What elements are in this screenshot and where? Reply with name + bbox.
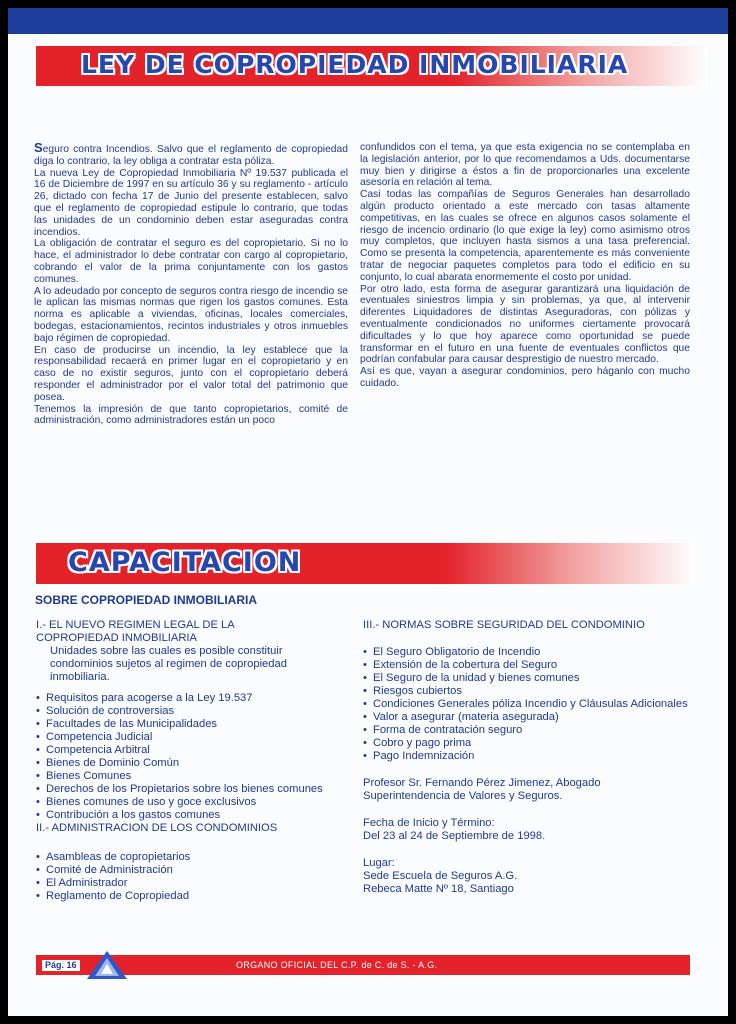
list-item: • Bienes de Dominio Común xyxy=(36,757,346,770)
article-paragraph: En caso de producirse un incendio, la ley establece que la responsabilidad recaerá en primer lugar en el copropietario y en caso de no existir seguros, junto con el copropietario deberá responder el administrador por el valor total del patrimonio que posea. xyxy=(34,344,348,403)
capacitacion-banner xyxy=(36,543,696,584)
professor-affiliation: Superintendencia de Valores y Seguros. xyxy=(363,790,563,802)
list-item: • Bienes comunes de uso y goce exclusivos xyxy=(36,796,346,809)
article-paragraph: A lo adeudado por concepto de seguros contra riesgo de incendio se le aplican las mismas normas que rigen los gastos comunes. Esta norma es aplicable a viviendas, oficinas, locales comerciales, bodegas, estacionamientos, recintos industriales y otros inmuebles bajo régimen de copropiedad. xyxy=(34,285,348,344)
list-item: • Facultades de las Municipalidades xyxy=(36,718,346,731)
list-item: • Requisitos para acogerse a la Ley 19.537 xyxy=(36,692,346,705)
footer-text: ORGANO OFICIAL DEL C.P. de C. de S. - A.G. xyxy=(236,960,438,970)
article-paragraph: Tenemos la impresión de que tanto copropietarios, comité de administración, como administradores están un poco xyxy=(34,403,348,427)
place-label: Lugar: xyxy=(363,857,395,869)
list-item: • El Seguro de la unidad y bienes comunes xyxy=(363,672,698,685)
footer-bar xyxy=(36,955,690,975)
drop-letter: S xyxy=(34,140,43,155)
header-banner xyxy=(36,46,708,86)
list-item: • Competencia Judicial xyxy=(36,731,346,744)
list-item: • Asambleas de copropietarios xyxy=(36,851,346,864)
list-item: • Pago Indemnización xyxy=(363,750,698,763)
place-address: Rebeca Matte Nº 18, Santiago xyxy=(363,883,514,895)
list-item: • Derechos de los Propietarios sobre los bienes comunes xyxy=(36,783,346,796)
section1-list xyxy=(36,692,346,822)
article-paragraph: Así es que, vayan a asegurar condominios, pero háganlo con mucho cuidado. xyxy=(360,366,690,389)
dates-value: Del 23 al 24 de Septiembre de 1998. xyxy=(363,830,546,842)
list-item: • Solución de controversias xyxy=(36,705,346,718)
article-paragraph: Seguro contra Incendios. Salvo que el reglamento de copropiedad diga lo contrario, la ley obliga a contratar esta póliza. xyxy=(34,140,348,167)
list-item: • El Administrador xyxy=(36,877,346,890)
article-paragraph: Por otro lado, esta forma de asegurar garantizará una liquidación de eventuales siniestros limpia y sin problemas, ya que, al intervenir diferentes Liquidadores de distintas Aseguradoras, con pólizas y eventualmente condicionados no uniformes ciertamente provocará dificultades y lo que hoy aparece como oportunidad se puede transformar en el futuro en una fuente de eventuales conflictos que podrían confabular para causar desprestigio de nuestro mercado. xyxy=(360,283,690,366)
article-column-left xyxy=(34,142,348,427)
article-paragraph: La nueva Ley de Copropiedad Inmobiliaria Nº 19.537 publicada el 16 de Diciembre de 1997 en su artículo 36 y su reglamento - artículo 26, dictado con fecha 17 de Junio del presente establecen, salvo que el reglamento de copropiedad estipule lo contrario, que todas las unidades de un condominio deben estar aseguradas contra incendios. xyxy=(34,167,348,238)
list-item: • Cobro y pago prima xyxy=(363,737,698,750)
list-item: • Riesgos cubiertos xyxy=(363,685,698,698)
page-title: LEY DE COPROPIEDAD INMOBILIARIA xyxy=(81,50,629,79)
course-column-right xyxy=(363,619,698,896)
list-item: • El Seguro Obligatorio de Incendio xyxy=(363,646,698,659)
list-item: • Condiciones Generales póliza Incendio y Cláusulas Adicionales xyxy=(363,698,698,711)
triangle-logo-icon xyxy=(86,950,128,980)
list-item: • Comité de Administración xyxy=(36,864,346,877)
list-item: • Forma de contratación seguro xyxy=(363,724,698,737)
dates-label: Fecha de Inicio y Término: xyxy=(363,817,495,829)
article-column-right xyxy=(360,142,690,390)
section3-list xyxy=(363,646,698,763)
article-paragraph: La obligación de contratar el seguro es del copropietario. Si no lo hace, el administrador lo debe contratar con cargo al copropietario, cobrando el valor de la prima conjuntamente con los gastos comunes. xyxy=(34,238,348,285)
section1-subtext: Unidades sobre las cuales es posible constituir condominios sujetos al regimen de copropiedad inmobiliaria. xyxy=(50,645,287,683)
list-item: • Bienes Comunes xyxy=(36,770,346,783)
list-item: • Competencia Arbitral xyxy=(36,744,346,757)
list-item: • Valor a asegurar (materia asegurada) xyxy=(363,711,698,724)
top-color-bar xyxy=(8,8,728,34)
professor-line: Profesor Sr. Fernando Pérez Jimenez, Abogado xyxy=(363,777,601,789)
course-subtitle: SOBRE COPROPIEDAD INMOBILIARIA xyxy=(35,593,258,607)
course-column-left xyxy=(36,619,346,903)
list-item: • Contribución a los gastos comunes xyxy=(36,809,346,822)
magazine-page xyxy=(8,8,728,1016)
section-title: CAPACITACION xyxy=(68,547,302,578)
article-paragraph: Casi todas las compañías de Seguros Generales han desarrollado algún producto orientado a este mercado con tasas altamente competitivas, en las cuales se ofrece en algunos casos solamente el riesgo de incencio ordinario (lo que exige la ley) como asimismo otros muy completos, que incluyen hasta sismos a una tasa preferencial. Como se presenta la competencia, aparentemente es más conveniente tratar de negociar paquetes completos para todo el edificio en su conjunto, lo cual abarata enormemente el costo por unidad. xyxy=(360,189,690,283)
page-number: Pág. 16 xyxy=(42,960,80,971)
article-paragraph: confundidos con el tema, ya que esta exigencia no se contemplaba en la legislación anterior, por lo que recomendamos a Uds. documentarse muy bien y dirigirse a éstos a fin de proporcionarles una excelente asesoría en relación al tema. xyxy=(360,142,690,189)
section2-list xyxy=(36,851,346,903)
section2-heading: II.- ADMINISTRACION DE LOS CONDOMINIOS xyxy=(36,822,278,834)
place-line: Sede Escuela de Seguros A.G. xyxy=(363,870,518,882)
section3-heading: III.- NORMAS SOBRE SEGURIDAD DEL CONDOMINIO xyxy=(363,619,645,631)
list-item: • Reglamento de Copropiedad xyxy=(36,890,346,903)
section1-heading: I.- EL NUEVO REGIMEN LEGAL DE LA COPROPIEDAD INMOBILIARIA xyxy=(36,619,235,644)
list-item: • Extensión de la cobertura del Seguro xyxy=(363,659,698,672)
